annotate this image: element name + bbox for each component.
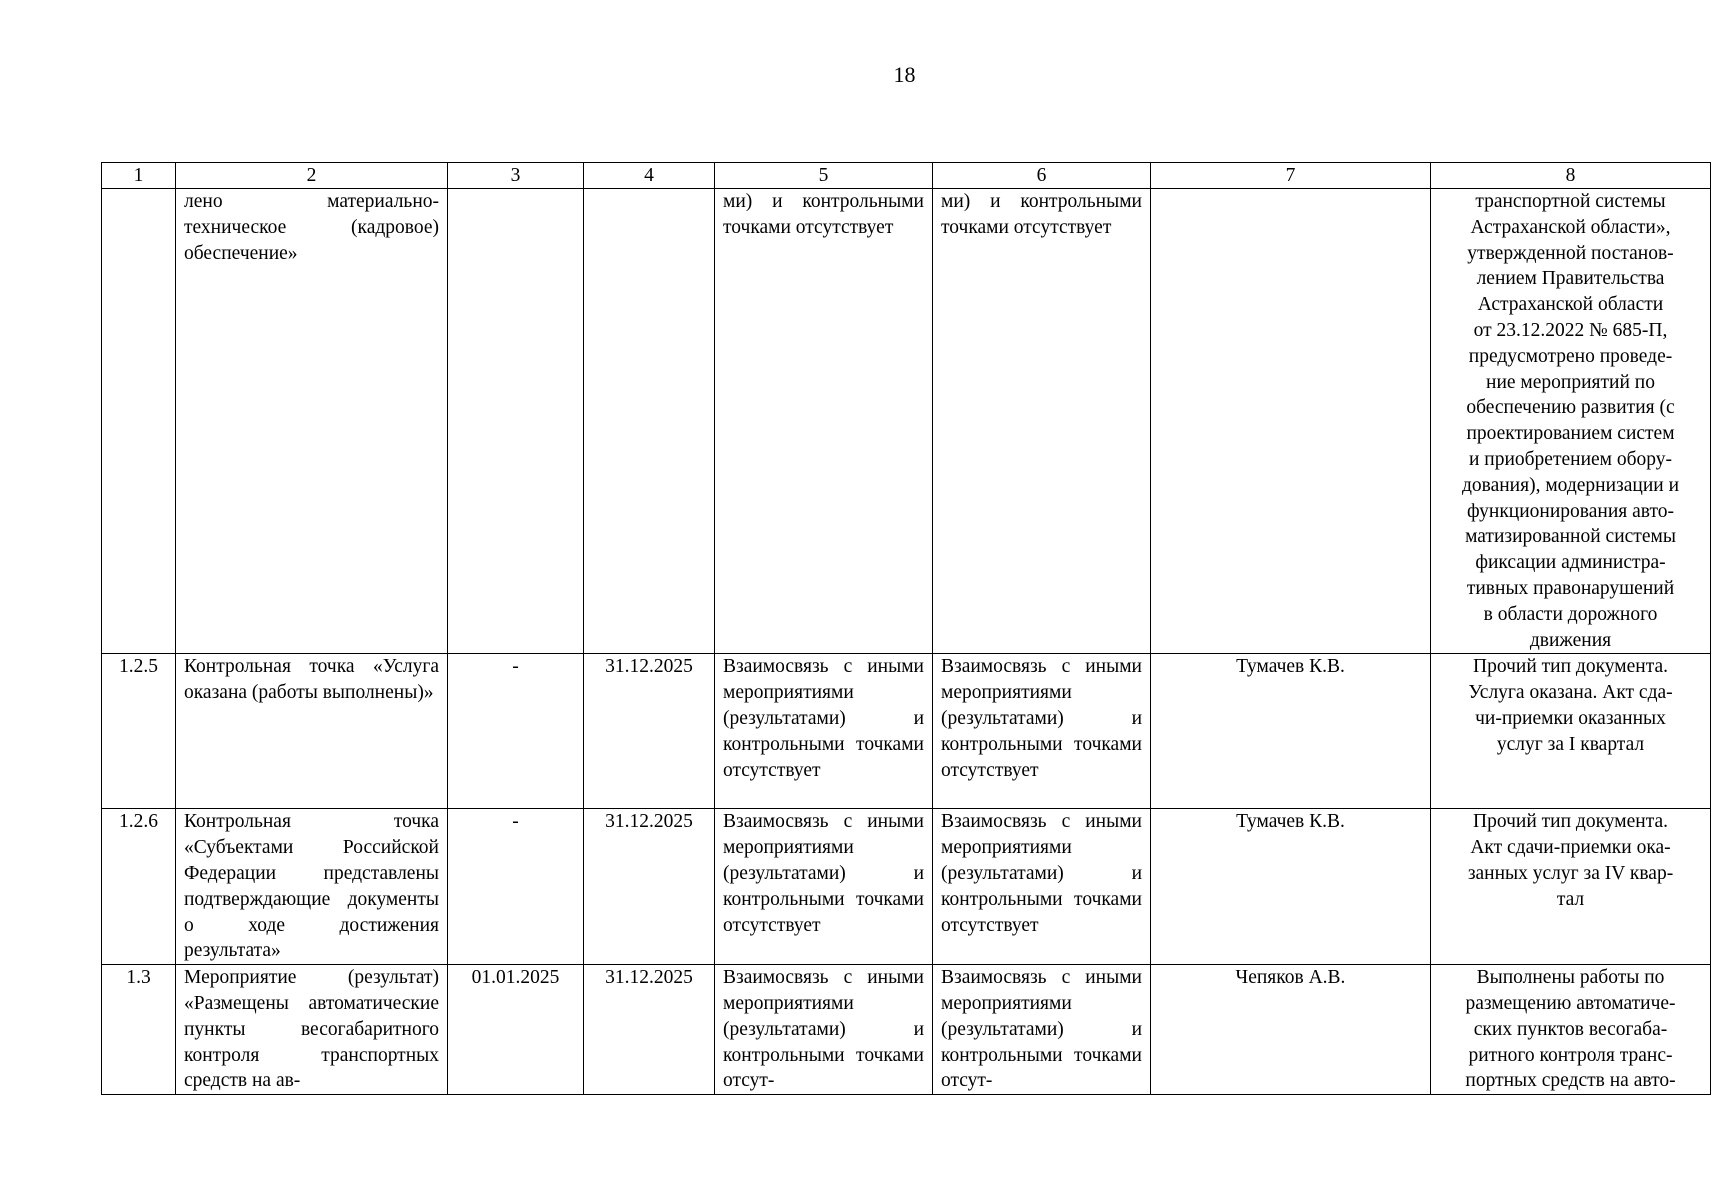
responsible-person: Чепяков А.В. [1151, 965, 1431, 1095]
link-next: Взаимосвязь с иными мероприятиями (результатами) и контрольными точками отсутствует [933, 654, 1151, 809]
result-description: Выполнены работы по размещению автоматиче- ских пунктов весогаба- ритного контроля транс- портных средств на авто- [1431, 965, 1711, 1095]
measure-name: Контрольная точка «Услуга оказана (работы выполнены)» [176, 654, 448, 809]
column-header: 8 [1431, 163, 1711, 189]
row-number: 1.3 [102, 965, 176, 1095]
column-header: 2 [176, 163, 448, 189]
measures-table [101, 162, 1711, 1095]
column-header: 4 [584, 163, 715, 189]
row-number: 1.2.6 [102, 809, 176, 965]
link-previous: Взаимосвязь с иными мероприятиями (результатами) и контрольными точками отсут- [715, 965, 933, 1095]
responsible-person: Тумачев К.В. [1151, 809, 1431, 965]
table-row [102, 654, 1711, 809]
table-row [102, 965, 1711, 1095]
column-header: 5 [715, 163, 933, 189]
link-next: Взаимосвязь с иными мероприятиями (результатами) и контрольными точками отсутствует [933, 809, 1151, 965]
column-header: 6 [933, 163, 1151, 189]
measure-name: лено материально-техническое (кадровое) обеспечение» [176, 189, 448, 654]
column-header: 1 [102, 163, 176, 189]
column-header: 7 [1151, 163, 1431, 189]
result-description: Прочий тип документа. Акт сдачи-приемки ока- занных услуг за IV квар- тал [1431, 809, 1711, 965]
result-description: Прочий тип документа. Услуга оказана. Акт сда- чи-приемки оказанных услуг за I квартал [1431, 654, 1711, 809]
start-date: - [448, 654, 584, 809]
link-next: Взаимосвязь с иными мероприятиями (результатами) и контрольными точками отсут- [933, 965, 1151, 1095]
table-row [102, 809, 1711, 965]
table-row [102, 189, 1711, 654]
column-header: 3 [448, 163, 584, 189]
link-previous: Взаимосвязь с иными мероприятиями (результатами) и контрольными точками отсутствует [715, 809, 933, 965]
start-date: 01.01.2025 [448, 965, 584, 1095]
row-number: 1.2.5 [102, 654, 176, 809]
responsible-person [1151, 189, 1431, 654]
link-previous: Взаимосвязь с иными мероприятиями (результатами) и контрольными точками отсутствует [715, 654, 933, 809]
start-date: - [448, 809, 584, 965]
page-number: 18 [893, 62, 916, 87]
responsible-person: Тумачев К.В. [1151, 654, 1431, 809]
measure-name: Контрольная точка «Субъектами Российской Федерации представлены подтверждающие документы о ходе достижения результата» [176, 809, 448, 965]
end-date [584, 189, 715, 654]
measure-name: Мероприятие (результат) «Размещены автоматические пункты весогабаритного контроля транспортных средств на ав- [176, 965, 448, 1095]
end-date: 31.12.2025 [584, 809, 715, 965]
start-date [448, 189, 584, 654]
column-number-row [102, 163, 1711, 189]
link-previous: ми) и контрольными точками отсутствует [715, 189, 933, 654]
result-description: транспортной системы Астраханской области», утвержденной постанов- лением Правительства Астраханской области от 23.12.2022 № 685-П, предусмотрено проведе- ние мероприятий по обеспечению развития (с проектированием систем и приобретением обору- дования), модернизации и функционирования авто- матизированной системы фиксации администра- тивных правонарушений в области дорожного движения [1431, 189, 1711, 654]
end-date: 31.12.2025 [584, 965, 715, 1095]
row-number [102, 189, 176, 654]
end-date: 31.12.2025 [584, 654, 715, 809]
link-next: ми) и контрольными точками отсутствует [933, 189, 1151, 654]
